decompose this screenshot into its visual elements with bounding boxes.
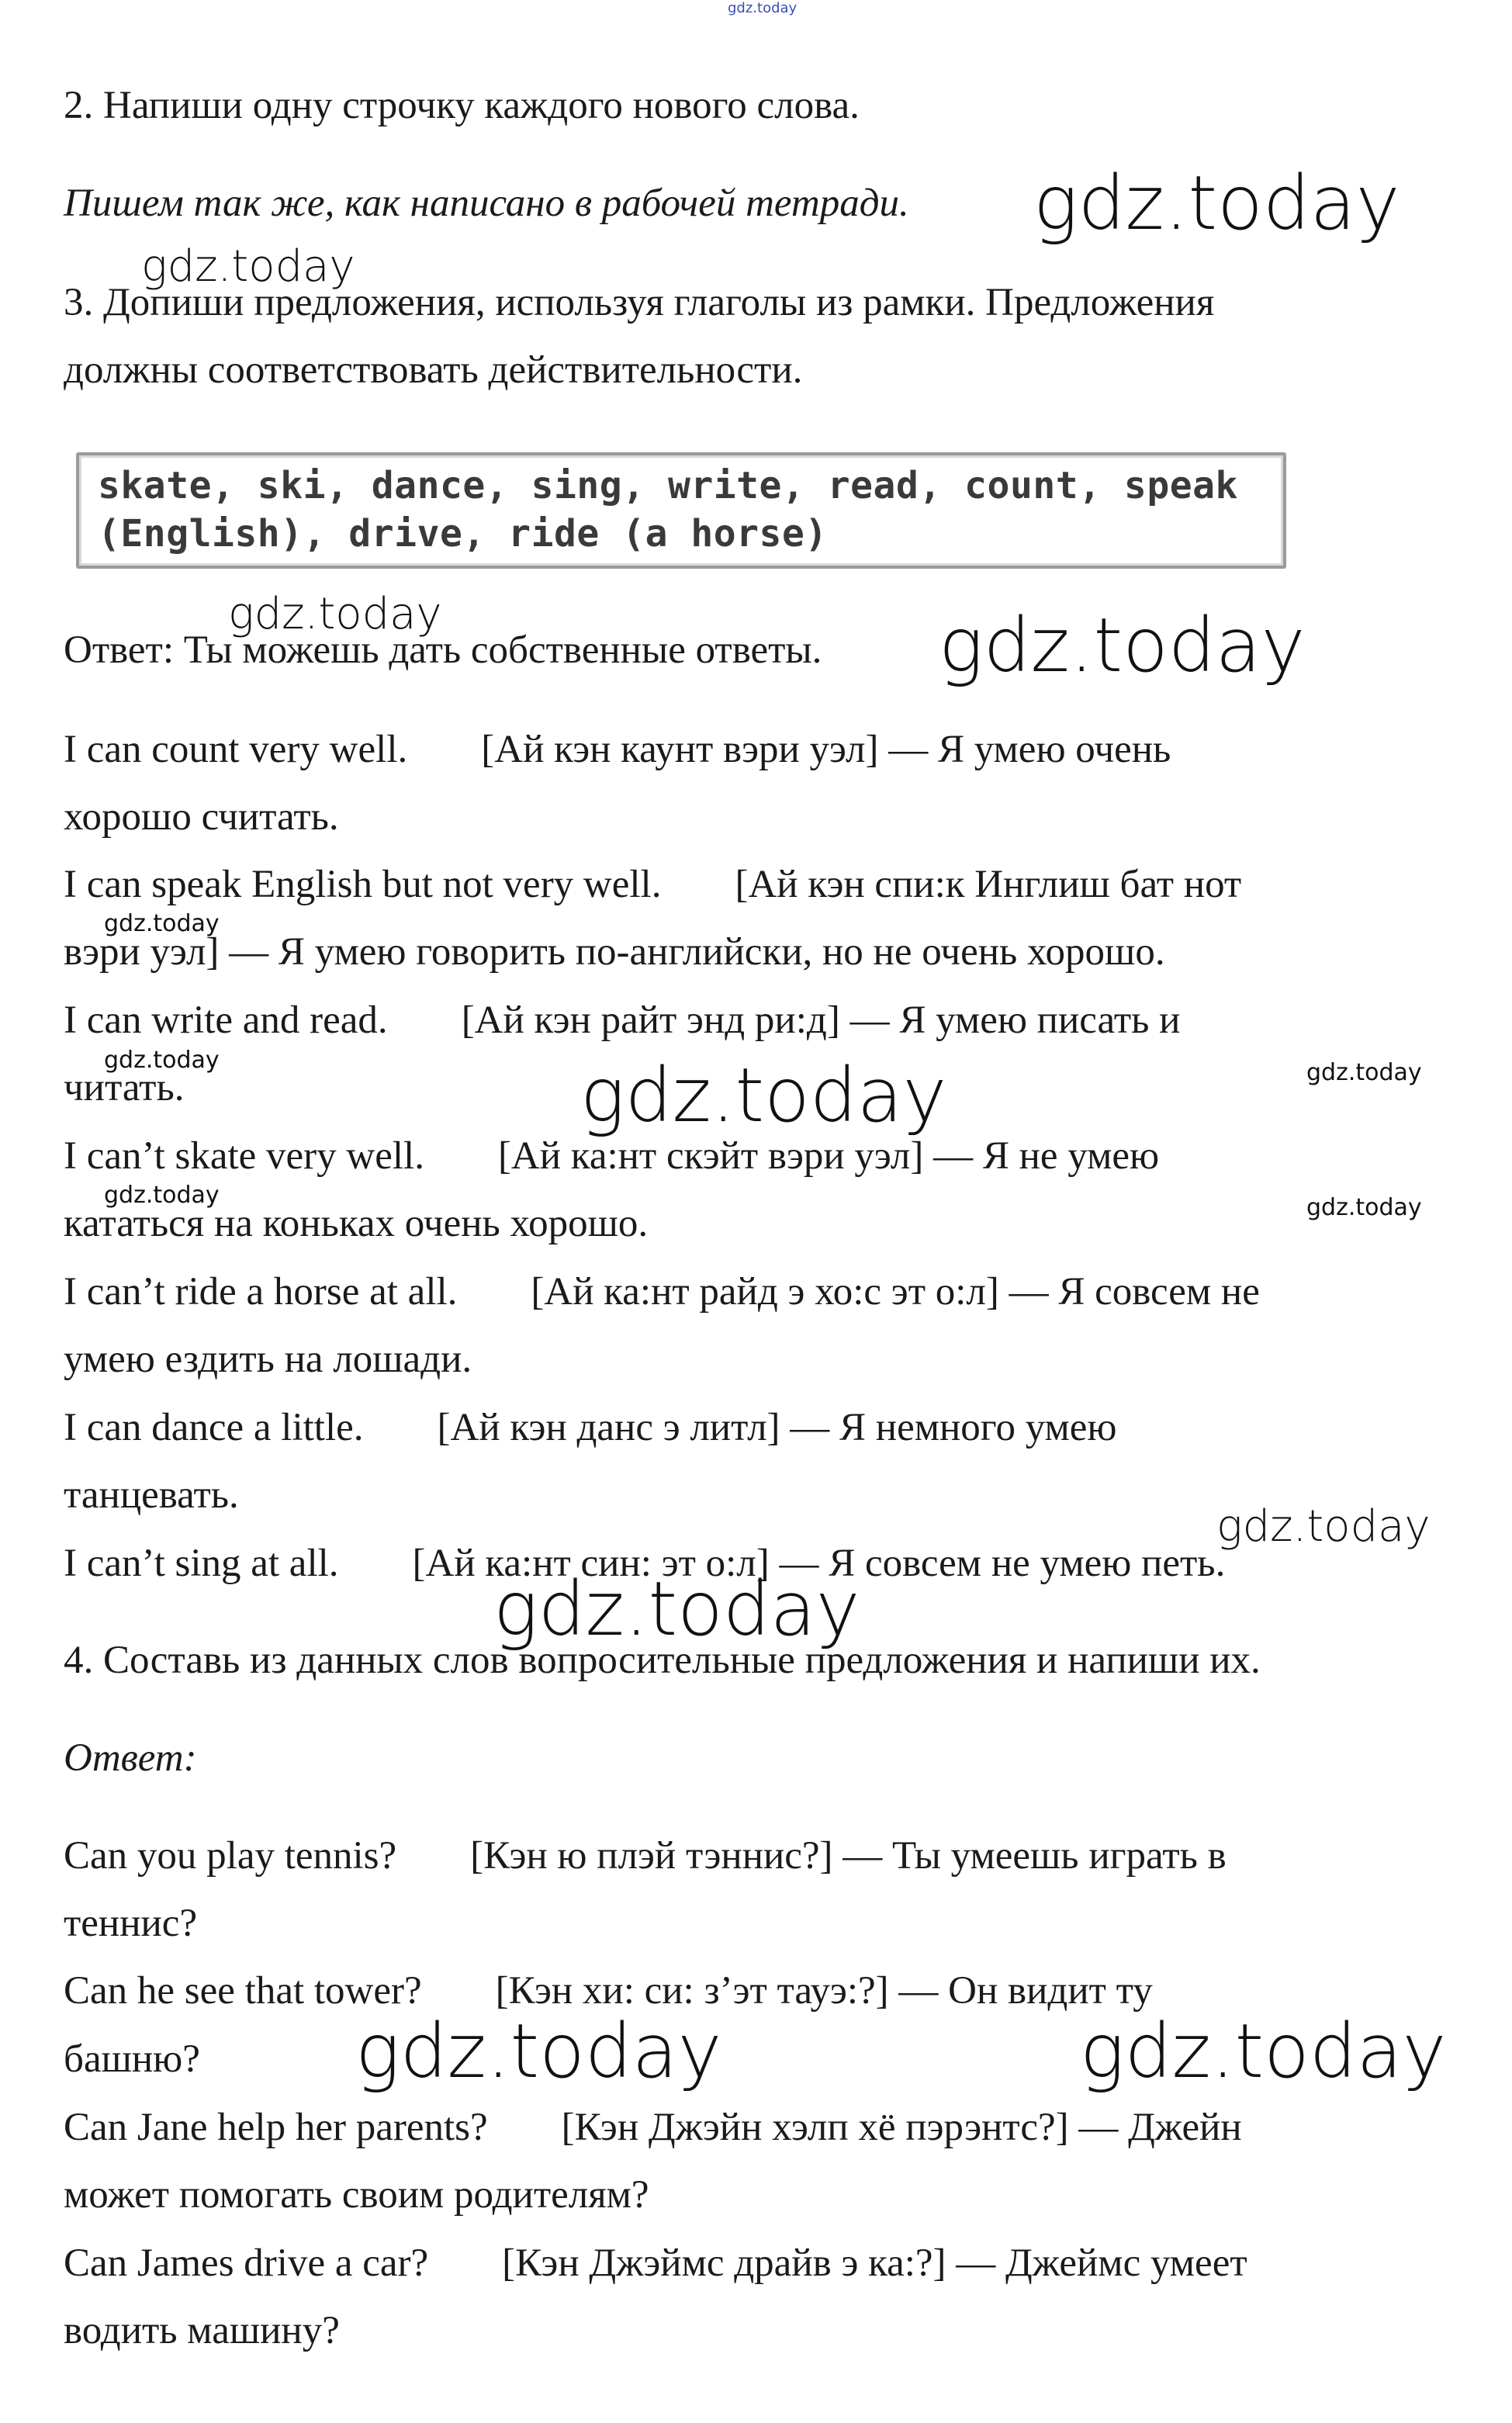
ex4-item-4-en: Can James drive a car?	[64, 2241, 429, 2285]
watermark-4: gdz.today	[939, 602, 1306, 689]
watermark-3: gdz.today	[228, 589, 442, 639]
watermark-14: gdz.today	[1080, 2008, 1447, 2095]
word-box	[76, 452, 1286, 569]
ex4-item-1-en: Can you play tennis?	[64, 1834, 397, 1878]
ex3-item-1-en: I can count very well.	[64, 728, 408, 771]
ex4-item-4-line2: водить машину?	[64, 2309, 340, 2352]
ex3-item-1-transcription: [Ай кэн каунт вэри уэл] — Я умею очень	[481, 728, 1171, 771]
ex3-item-3-line1	[64, 997, 1180, 1044]
watermark-13: gdz.today	[355, 2008, 722, 2095]
ex2-answer: Пишем так же, как написано в рабочей тетради.	[64, 182, 909, 225]
ex4-heading: 4. Составь из данных слов вопросительные предложения и напиши их.	[64, 1639, 1261, 1682]
ex3-item-6-line1	[64, 1404, 1117, 1451]
ex3-item-3-line2: читать.	[64, 1066, 185, 1109]
ex4-item-4-transcription: [Кэн Джэймс драйв э ка:?] — Джеймс умеет	[502, 2241, 1247, 2285]
ex3-item-6-en: I can dance a little.	[64, 1406, 364, 1449]
ex3-item-7-en: I can’t sing at all.	[64, 1542, 339, 1585]
ex2-heading: 2. Напиши одну строчку каждого нового слова.	[64, 84, 860, 127]
ex3-item-5-line2: умею ездить на лошади.	[64, 1338, 472, 1381]
ex3-item-7-transcription: [Ай ка:нт син: эт о:л] — Я совсем не умею петь.	[412, 1542, 1226, 1585]
ex3-item-4-en: I can’t skate very well.	[64, 1134, 424, 1178]
ex3-item-1-line2: хорошо считать.	[64, 795, 339, 839]
watermark-5: gdz.today	[104, 910, 220, 937]
ex3-item-4-line2: кататься на коньках очень хорошо.	[64, 1202, 649, 1245]
ex4-item-2-line2: башню?	[64, 2037, 200, 2081]
ex4-item-3-en: Can Jane help her parents?	[64, 2106, 488, 2149]
ex4-answer-label: Ответ:	[64, 1736, 197, 1780]
ex4-item-1-line1	[64, 1833, 1227, 1879]
watermark-10: gdz.today	[1306, 1194, 1422, 1221]
ex3-item-3-en: I can write and read.	[64, 999, 388, 1042]
ex3-item-1-line1	[64, 726, 1171, 773]
ex3-item-4-line1	[64, 1133, 1159, 1179]
ex3-item-3-transcription: [Ай кэн райт энд ри:д] — Я умею писать и	[461, 999, 1181, 1042]
ex3-heading-line1: 3. Допиши предложения, используя глаголы из рамки. Предложения	[64, 281, 1215, 324]
watermark-12: gdz.today	[493, 1566, 860, 1653]
ex4-item-1-line2: теннис?	[64, 1902, 198, 1945]
ex3-answer-label: Ответ: Ты можешь дать собственные ответы.	[64, 628, 822, 672]
ex3-item-2-en: I can speak English but not very well.	[64, 863, 662, 906]
ex4-item-4-line1	[64, 2240, 1247, 2286]
ex4-item-2-en: Can he see that tower?	[64, 1969, 422, 2013]
ex3-item-6-line2: танцевать.	[64, 1473, 239, 1517]
watermark-11: gdz.today	[1216, 1501, 1431, 1552]
watermark-top: gdz.today	[728, 0, 798, 16]
ex3-heading-line2: должны соответствовать действительности.	[64, 348, 803, 392]
ex3-item-2-line1	[64, 861, 1241, 908]
word-box-text: skate, ski, dance, sing, write, read, count, speak (English), drive, ride (a horse)	[98, 464, 1238, 556]
ex3-item-5-line1	[64, 1269, 1260, 1315]
watermark-9: gdz.today	[104, 1182, 220, 1209]
watermark-2: gdz.today	[141, 241, 355, 292]
ex4-item-3-line2: может помогать своим родителям?	[64, 2173, 649, 2217]
ex4-item-2-transcription: [Кэн хи: си: з’эт тауэ:?] — Он видит ту	[495, 1969, 1153, 2013]
ex3-item-2-transcription: [Ай кэн спи:к Инглиш бат нот	[735, 863, 1242, 906]
watermark-1: gdz.today	[1033, 160, 1400, 247]
ex4-item-3-transcription: [Кэн Джэйн хэлп хё пэрэнтс?] — Джейн	[561, 2106, 1242, 2149]
watermark-6: gdz.today	[104, 1047, 220, 1074]
watermark-8: gdz.today	[580, 1052, 947, 1139]
ex4-item-2-line1	[64, 1968, 1153, 2014]
ex3-item-5-transcription: [Ай ка:нт райд э хо:с эт о:л] — Я совсем не	[531, 1270, 1260, 1314]
watermark-7: gdz.today	[1306, 1059, 1422, 1086]
ex3-item-6-transcription: [Ай кэн данс э литл] — Я немного умею	[437, 1406, 1117, 1449]
ex4-item-3-line1	[64, 2104, 1242, 2151]
ex3-item-5-en: I can’t ride a horse at all.	[64, 1270, 458, 1314]
ex3-item-2-line2: вэри уэл] — Я умею говорить по-английски, но не очень хорошо.	[64, 930, 1165, 974]
ex3-item-4-transcription: [Ай ка:нт скэйт вэри уэл] — Я не умею	[497, 1134, 1160, 1178]
ex4-item-1-transcription: [Кэн ю плэй тэннис?] — Ты умеешь играть в	[470, 1834, 1227, 1878]
